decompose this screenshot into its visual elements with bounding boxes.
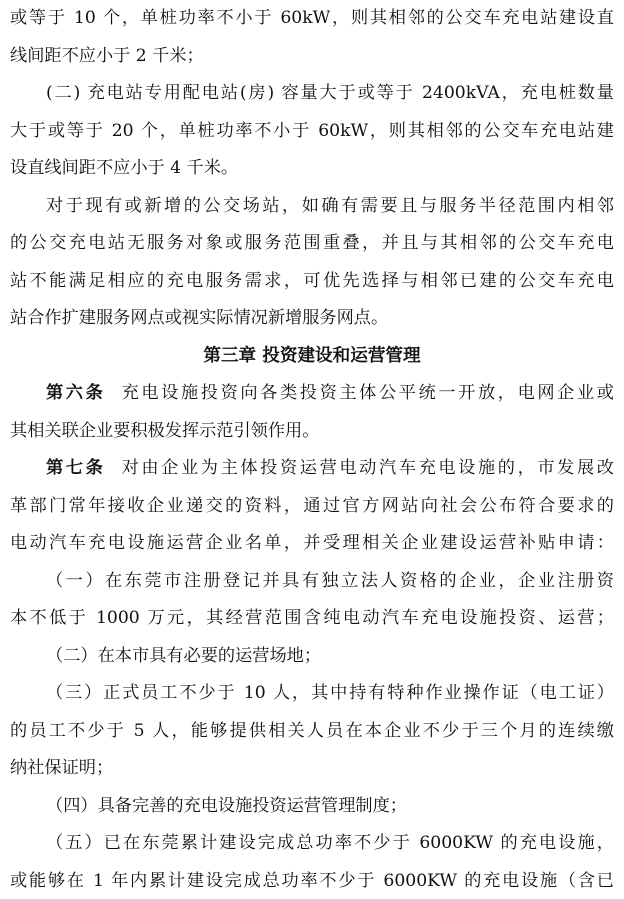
text-line (10, 150, 614, 186)
line-text: 或能够在 1 年内累计建设完成总功率不少于 6000KW 的充电设施（含已 (10, 870, 614, 891)
chapter-heading: 第三章 投资建设和运营管理 (203, 344, 421, 366)
line-text: 的员工不少于 5 人，能够提供相关人员在本企业不少于三个月的连续缴 (10, 720, 614, 741)
article-gap (105, 458, 121, 478)
line-text: 纳社保证明； (10, 758, 114, 778)
text-line (10, 225, 614, 261)
line-text: 电动汽车充电设施运营企业名单，并受理相关企业建设运营补贴申请： (10, 533, 614, 553)
line-text: （一）在东莞市注册登记并具有独立法人资格的企业，企业注册资 (46, 570, 614, 591)
text-line (46, 638, 614, 674)
text-line (10, 38, 614, 74)
text-line (46, 825, 614, 861)
text-line (10, 525, 614, 561)
text-line (46, 188, 614, 224)
text-line (46, 450, 614, 486)
text-line (10, 488, 614, 524)
line-text: 站合作扩建服务网点或视实际情况新增服务网点。 (10, 308, 389, 328)
text-line (10, 600, 614, 636)
text-line (46, 675, 614, 711)
text-line (10, 750, 614, 786)
line-text: 其相关联企业要积极发挥示范引领作用。 (10, 420, 320, 441)
line-text: 或等于 10 个，单桩功率不小于 60kW，则其相邻的公交车充电站建设直 (10, 8, 614, 28)
article-number: 第六条 (46, 383, 106, 403)
text-line (10, 0, 614, 36)
line-text: （五）已在东莞累计建设完成总功率不少于 6000KW 的充电设施， (46, 833, 614, 853)
article-number: 第七条 (46, 458, 106, 478)
line-text: 本不低于 1000 万元，其经营范围含纯电动汽车充电设施投资、运营； (10, 608, 614, 628)
line-text: 充电设施投资向各类投资主体公平统一开放，电网企业或 (121, 383, 614, 403)
line-text: 对于现有或新增的公交场站，如确有需要且与服务半径范围内相邻 (46, 195, 614, 216)
article-gap (105, 383, 121, 403)
text-line (10, 413, 614, 449)
line-text: （二）在本市具有必要的运营场地； (46, 645, 322, 666)
text-line (46, 375, 614, 411)
line-text: 线间距不应小于 2 千米； (10, 45, 204, 66)
text-line (10, 300, 614, 336)
line-text: 设直线间距不应小于 4 千米。 (10, 158, 239, 178)
line-text: （三）正式员工不少于 10 人，其中持有特种作业操作证（电工证） (46, 683, 614, 703)
text-line (46, 788, 614, 824)
line-text: 革部门常年接收企业递交的资料，通过官方网站向社会公布符合要求的 (10, 495, 614, 516)
text-line (10, 713, 614, 749)
text-line (46, 75, 614, 111)
line-text: 大于或等于 20 个，单桩功率不小于 60kW，则其相邻的公交车充电站建 (10, 120, 614, 141)
text-line (10, 263, 614, 299)
line-text: 的公交充电站无服务对象或服务范围重叠，并且与其相邻的公交车充电 (10, 233, 614, 253)
line-text: （四）具备完善的充电设施投资运营管理制度； (46, 795, 407, 816)
text-line (46, 563, 614, 599)
line-text: 对由企业为主体投资运营电动汽车充电设施的，市发展改 (121, 458, 614, 478)
text-line (10, 863, 614, 899)
text-line (10, 113, 614, 149)
line-text: (二) 充电站专用配电站(房) 容量大于或等于 2400kVA，充电桩数量 (46, 83, 614, 103)
line-text: 站不能满足相应的充电服务需求，可优先选择与相邻已建的公交车充电 (10, 270, 614, 291)
